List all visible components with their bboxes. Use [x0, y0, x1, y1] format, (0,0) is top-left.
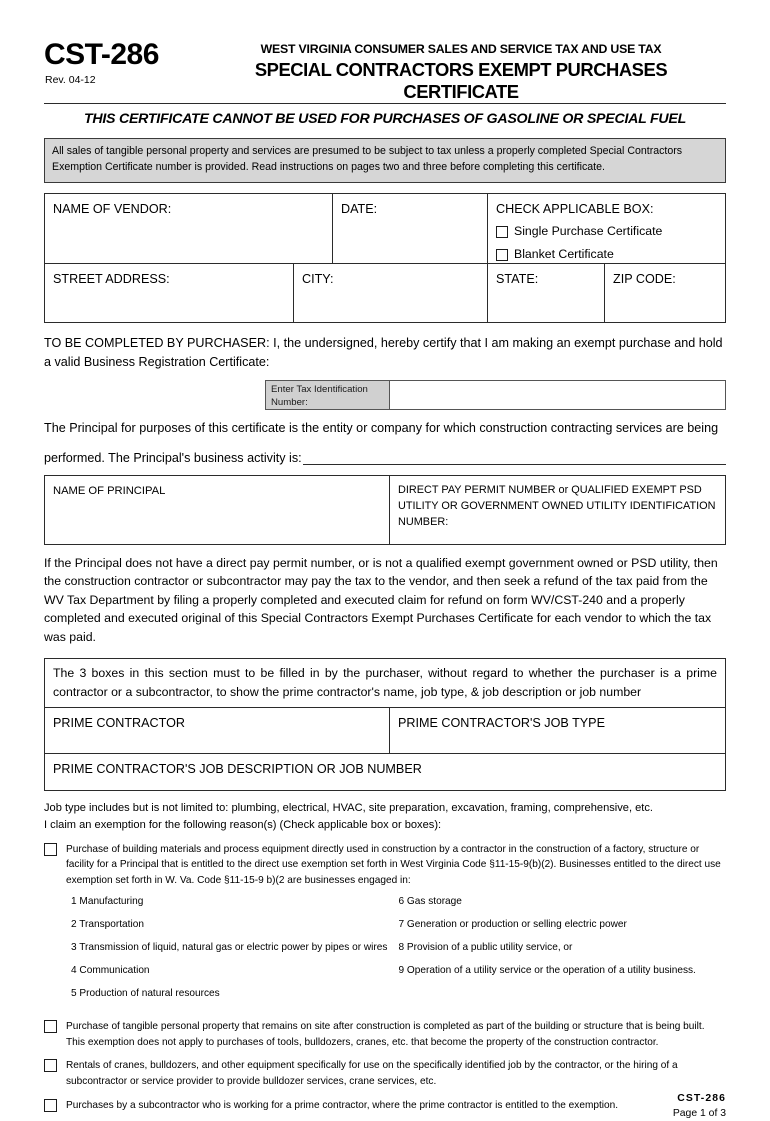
- footer-stamp: [673, 1091, 726, 1121]
- list-item: 1 Manufacturing: [71, 895, 144, 907]
- exemption-2-text: Purchase of tangible personal property that remains on site after construction is completed as part of the building or structure that is being built. This exemption does not apply to purchases of tools, bulldozers, cranes, etc. that become the property of the construction contractor.: [66, 1021, 705, 1048]
- form-revision: Rev. 04-12: [45, 74, 96, 86]
- tax-identification-row: [44, 380, 726, 410]
- street-address-field[interactable]: [45, 264, 294, 322]
- exemption-option-3[interactable]: [44, 1058, 726, 1089]
- blanket-certificate-label: Blanket Certificate: [514, 246, 614, 261]
- list-item: 6 Gas storage: [398, 895, 462, 907]
- business-activity-lists: [44, 896, 726, 1011]
- prime-contractor-jobdesc-field[interactable]: [45, 754, 725, 790]
- vendor-date-field[interactable]: [333, 194, 488, 263]
- zip-code-field[interactable]: [605, 264, 725, 322]
- check-applicable-box-label: CHECK APPLICABLE BOX:: [496, 201, 654, 216]
- city-label: CITY:: [302, 271, 334, 286]
- checkbox-icon[interactable]: [496, 226, 508, 238]
- vendor-date-label: DATE:: [341, 201, 378, 216]
- exemption-3-text: Rentals of cranes, bulldozers, and other equipment specifically for use on the specifically identified job by the contractor, or the hiring of a subcontractor or service provider to provide bulldozer services, crane services, etc.: [66, 1060, 678, 1088]
- page-title: SPECIAL CONTRACTORS EXEMPT PURCHASES CERTIFICATE: [254, 59, 668, 103]
- direct-pay-permit-field[interactable]: [390, 476, 725, 544]
- form-header: [44, 38, 726, 103]
- zip-code-label: ZIP CODE:: [613, 271, 676, 286]
- single-purchase-option[interactable]: [496, 223, 717, 241]
- list-item: 3 Transmission of liquid, natural gas or electric power by pipes or wires: [71, 941, 388, 953]
- list-item: 8 Provision of a public utility service, or: [398, 941, 573, 953]
- business-list-right: [399, 896, 727, 1011]
- form-title-line-1: WEST VIRGINIA CONSUMER SALES AND SERVICE TAX AND USE TAX: [260, 42, 662, 56]
- table-row: [45, 476, 725, 544]
- checkbox-icon[interactable]: [44, 1099, 57, 1112]
- checkbox-icon[interactable]: [44, 1059, 57, 1072]
- jobtype-note: [44, 800, 726, 834]
- notice-banner: All sales of tangible personal property and services are presumed to be subject to tax unless a properly completed Special Contractors Exemption Certificate number is provided. Read instructions on pages two and three before completing this certificate.: [44, 138, 726, 183]
- principal-information-table: [44, 475, 726, 545]
- checkbox-icon[interactable]: [44, 843, 57, 856]
- footer-page-number: Page 1 of 3: [672, 1108, 726, 1120]
- principal-name-label: NAME OF PRINCIPAL: [53, 484, 166, 497]
- claim-exemption-text: I claim an exemption for the following reason(s) (Check applicable box or boxes):: [44, 818, 442, 831]
- tax-identification-label: Enter Tax Identification Number:: [265, 380, 390, 410]
- list-item: 9 Operation of a utility service or the operation of a utility business.: [398, 964, 696, 976]
- principal-activity-label: performed. The Principal's business activity is:: [44, 450, 302, 465]
- checkbox-icon[interactable]: [44, 1020, 57, 1033]
- city-field[interactable]: [294, 264, 488, 322]
- vendor-name-label: NAME OF VENDOR:: [53, 201, 172, 216]
- jobtype-examples-text: Job type includes but is not limited to: plumbing, electrical, HVAC, site preparation, excavation, framing, comprehensive, etc.: [44, 802, 654, 815]
- principal-definition-text: The Principal for purposes of this certificate is the entity or company for which construction contracting services are being: [44, 421, 719, 436]
- form-title-block: [196, 42, 726, 104]
- checkbox-icon[interactable]: [496, 249, 508, 261]
- exemption-4-text: Purchases by a subcontractor who is working for a prime contractor, where the prime contractor is entitled to the exemption.: [66, 1099, 619, 1111]
- form-page: [44, 0, 726, 1120]
- list-item: 2 Transportation: [71, 918, 144, 930]
- prime-contractor-note: The 3 boxes in this section must to be filled in by the purchaser, without regard to whether the purchaser is a prime contractor or a subcontractor, to show the prime contractor's name, job type, & job description or job number: [45, 659, 725, 708]
- list-item: 4 Communication: [71, 964, 150, 976]
- exemptions-section: [44, 800, 726, 1120]
- principal-activity-row: [44, 451, 726, 465]
- table-row: [45, 194, 725, 264]
- purchaser-intro-text: TO BE COMPLETED BY PURCHASER: I, the undersigned, hereby certify that I am making an exempt purchase and hold a valid Business Registration Certificate:: [44, 335, 723, 369]
- prime-contractor-name-field[interactable]: [45, 708, 390, 753]
- prime-contractor-jobtype-field[interactable]: [390, 708, 725, 753]
- table-row: [45, 708, 725, 754]
- exemption-option-1[interactable]: [44, 842, 726, 889]
- street-address-label: STREET ADDRESS:: [53, 271, 170, 286]
- principal-name-field[interactable]: [45, 476, 390, 544]
- prime-contractor-label: PRIME CONTRACTOR: [53, 716, 186, 731]
- blanket-certificate-option[interactable]: [496, 246, 717, 264]
- single-purchase-label: Single Purchase Certificate: [514, 224, 663, 239]
- business-list-left: [71, 896, 399, 1011]
- prime-contractor-table: [44, 658, 726, 791]
- form-number: CST-286: [44, 38, 159, 71]
- exemption-option-4[interactable]: [44, 1098, 726, 1114]
- state-label: STATE:: [496, 271, 539, 286]
- principal-activity-input[interactable]: [303, 451, 726, 465]
- vendor-information-table: [44, 193, 726, 323]
- list-item: 7 Generation or production or selling electric power: [398, 918, 627, 930]
- direct-pay-permit-label: DIRECT PAY PERMIT NUMBER or QUALIFIED EXEMPT PSD UTILITY OR GOVERNMENT OWNED UTILITY IDENTIFICATION NUMBER:: [398, 483, 716, 528]
- list-item: 5 Production of natural resources: [71, 988, 220, 1000]
- state-field[interactable]: [488, 264, 605, 322]
- prime-contractor-jobtype-label: PRIME CONTRACTOR'S JOB TYPE: [398, 716, 605, 731]
- table-row: [45, 264, 725, 322]
- prime-contractor-jobdesc-label: PRIME CONTRACTOR'S JOB DESCRIPTION OR JOB NUMBER: [53, 762, 422, 777]
- refund-instructions-text: If the Principal does not have a direct pay permit number, or is not a qualified exempt government owned or PSD utility, then the construction contractor or subcontractor may pay the tax to the vendor, and then seek a refund of the tax paid from the WV Tax Department by filing a properly completed and executed claim for refund on form WV/CST-240 and a properly completed and executed original of this Special Contractors Exempt Purchases Certificate for each vendor to which the tax was paid.: [44, 555, 718, 644]
- form-subtitle: THIS CERTIFICATE CANNOT BE USED FOR PURCHASES OF GASOLINE OR SPECIAL FUEL: [83, 111, 687, 127]
- vendor-name-field[interactable]: [45, 194, 333, 263]
- certificate-type-group: [488, 194, 725, 263]
- footer-form-code: CST-286: [677, 1093, 726, 1105]
- exemption-1-text: Purchase of building materials and process equipment directly used in construction by a contractor in the construction of a factory, structure or facility for a Principal that is entitled to the direct use exemption set forth in West Virginia Code §11-15-9(b)(2). Businesses entitled to the direct use exemption set forth in W. Va. Code §11-15-9 b)(2 are businesses engaged in:: [66, 843, 721, 887]
